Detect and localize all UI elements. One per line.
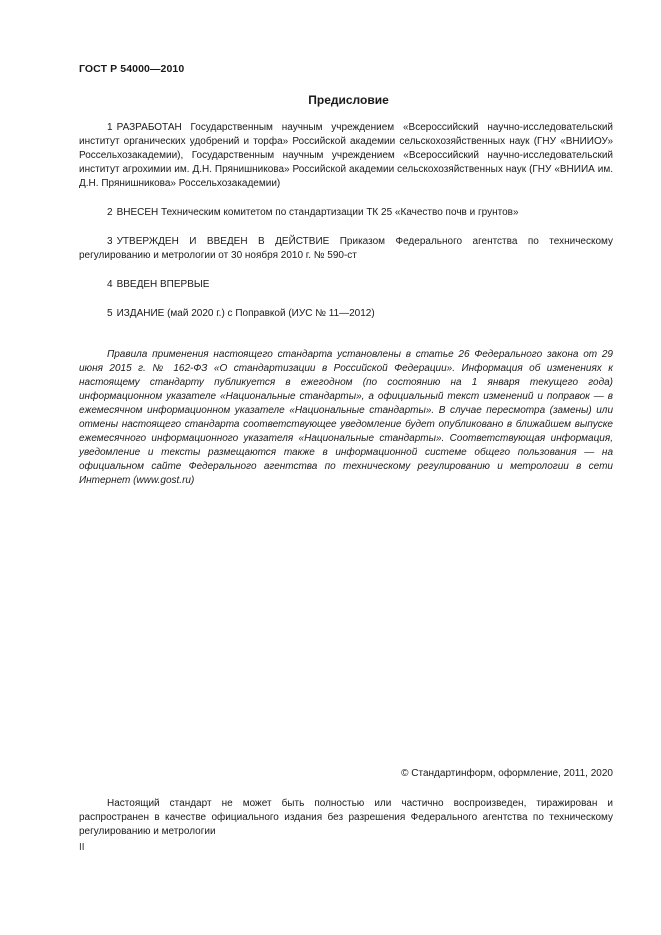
reproduction-notice: Настоящий стандарт не может быть полностью или частично воспроизведен, тиражирован и распространен в качестве официального издания без разрешения Федерального агентства по техническому регулированию и метрологии: [79, 798, 613, 837]
standard-code: ГОСТ Р 54000—2010: [79, 63, 185, 75]
item-text: ВВЕДЕН ВПЕРВЫЕ: [116, 279, 210, 290]
copyright-line: © Стандартинформ, оформление, 2011, 2020: [401, 768, 613, 779]
item-number: 4: [107, 279, 113, 290]
item-text: РАЗРАБОТАН Государственным научным учреждением «Всероссийский научно-исследовательский институт органических удобрений и торфа» Российской академии сельскохозяйственных наук (ГНУ «ВНИИОУ» Россельхозакадемии), Государственным научным учреждением «Всероссийский научно-исследовательский институт агрохимии им. Д.Н. Прянишникова» Российской академии сельскохозяйственных наук (ГНУ «ВНИИА им. Д.Н. Прянишникова» Россельхозакадемии): [79, 122, 613, 189]
preface-item-5: [79, 307, 613, 321]
item-number: 5: [107, 308, 113, 319]
preface-item-2: [79, 206, 613, 220]
preface-item-3: [79, 235, 613, 263]
preface-items: [79, 121, 613, 336]
preface-item-1: [79, 121, 613, 191]
item-number: 3: [107, 236, 113, 247]
application-rules-note: Правила применения настоящего стандарта установлены в статье 26 Федерального закона от 29 июня 2015 г. № 162-ФЗ «О стандартизации в Российской Федерации». Информация об изменениях к настоящему стандарту публикуется в ежегодном (по состоянию на 1 января текущего года) информационном указателе «Национальные стандарты», а официальный текст изменений и поправок — в ежемесячном информационном указателе «Национальные стандарты». В случае пересмотра (замены) или отмены настоящего стандарта соответствующее уведомление будет опубликовано в ближайшем выпуске ежемесячного информационного указателя «Национальные стандарты». Соответствующая информация, уведомление и тексты размещаются также в информационной системе общего пользования — на официальном сайте Федерального агентства по техническому регулированию и метрологии в сети Интернет (www.gost.ru): [79, 349, 613, 486]
item-number: 2: [107, 207, 113, 218]
section-title: Предисловие: [308, 93, 389, 107]
item-text: ИЗДАНИЕ (май 2020 г.) с Поправкой (ИУС № 11—2012): [116, 308, 375, 319]
item-number: 1: [107, 122, 113, 133]
item-text: ВНЕСЕН Техническим комитетом по стандартизации ТК 25 «Качество почв и грунтов»: [116, 207, 519, 218]
page-number: II: [79, 842, 85, 853]
preface-item-4: [79, 278, 613, 292]
item-text: УТВЕРЖДЕН И ВВЕДЕН В ДЕЙСТВИЕ Приказом Федерального агентства по техническому регулированию и метрологии от 30 ноября 2010 г. № 590-ст: [79, 236, 613, 261]
